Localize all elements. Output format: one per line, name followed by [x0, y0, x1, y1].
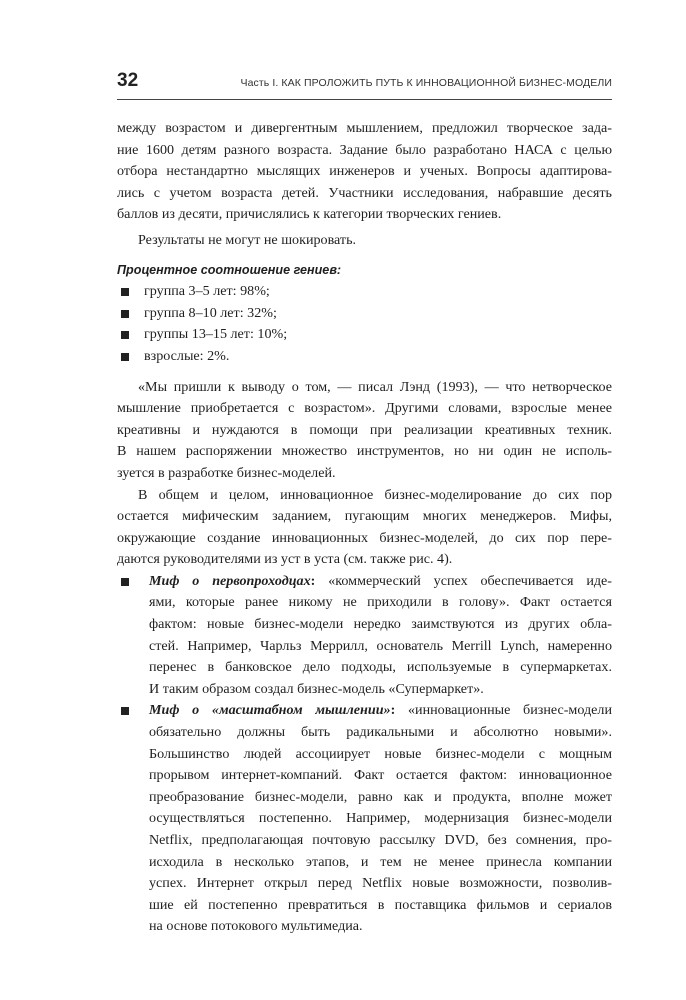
- square-bullet-icon: [121, 353, 129, 361]
- text-line: на основе потокового мультимедиа.: [149, 918, 363, 935]
- text-line: шие ей постепенно превратиться в поставщика фильмов и сериалов: [149, 896, 612, 913]
- myth-big-thinking: [117, 700, 612, 938]
- list-item: [117, 346, 612, 368]
- text-line: «Мы пришли к выводу о том, — писал Лэнд (1993), — что нетворческое: [138, 378, 612, 395]
- list-item: [117, 324, 612, 346]
- paragraph-1: [117, 118, 612, 226]
- text-line: окружающие создание инновационных бизнес-моделей, до сих пор пере-: [117, 529, 612, 546]
- text-line: мышление приобретается с возрастом». Другими словами, взрослые менее: [117, 400, 612, 417]
- text-line: прорывом интернет-компаний. Факт остается фактом: инновационное: [149, 767, 612, 784]
- myth-pioneers: [117, 571, 612, 701]
- square-bullet-icon: [121, 310, 129, 318]
- square-bullet-icon: [121, 288, 129, 296]
- text-line: даются руководителями из уст в уста (см. также рис. 4).: [117, 551, 453, 568]
- square-bullet-icon: [121, 578, 129, 586]
- myth-colon: :: [310, 572, 316, 589]
- list-item: [117, 281, 612, 303]
- stats-list: [117, 281, 612, 367]
- text-line: стей. Например, Чарльз Меррилл, основатель Merrill Lynch, намеренно: [149, 637, 612, 654]
- text-line: креативны и нуждаются в помощи при реализации креативных техник.: [117, 421, 612, 438]
- text-line: преобразование бизнес-модели, равно как и продукта, вполне может: [149, 788, 612, 805]
- running-header: Часть I. КАК ПРОЛОЖИТЬ ПУТЬ К ИННОВАЦИОННОЙ БИЗНЕС-МОДЕЛИ: [240, 77, 612, 89]
- page-body: [117, 118, 612, 938]
- text-line: обязательно должны быть радикальными и абсолютно новыми».: [149, 724, 612, 741]
- text-fragment: «коммерческий успех обеспечивается иде-: [315, 572, 612, 589]
- square-bullet-icon: [121, 331, 129, 339]
- text-line: Большинство людей ассоциирует новые бизнес-модели с мощным: [149, 745, 612, 762]
- myth-colon: :: [390, 702, 396, 719]
- text-line: лись с учетом возраста детей. Участники исследования, набравшие десять: [117, 184, 612, 201]
- text-line: между возрастом и дивергентным мышлением, предложил творческое зада-: [117, 120, 612, 136]
- text-line: ями, которые ранее никому не приходили в голову». Факт остается: [149, 594, 612, 611]
- text-line: перенес в банковское дело подходы, используемые в супермаркетах.: [149, 659, 612, 676]
- paragraph-3: [117, 377, 612, 485]
- page-number: 32: [117, 70, 139, 91]
- text-line: баллов из десяти, причислялись к категории творческих гениев.: [117, 206, 502, 223]
- text-line: исходила в несколько этапов, и тем не менее принесла компании: [149, 853, 612, 870]
- square-bullet-icon: [121, 707, 129, 715]
- list-item: [117, 571, 612, 593]
- text-line: отбора нестандартно мыслящих инженеров и ученых. Вопросы адаптирова-: [117, 163, 612, 180]
- text-line: осуществляться постепенно. Например, модернизация бизнес-модели: [149, 810, 612, 827]
- list-item: [117, 700, 612, 722]
- text-line: ние 1600 детям разного возраста. Задание было разработано НАСА с целью: [117, 141, 612, 158]
- myth-title: Миф о первопроходцах: [149, 572, 311, 589]
- list-item-text: группы 13–15 лет: 10%;: [144, 326, 288, 343]
- text-line: успех. Интернет открыл перед Netflix новые возможности, позволив-: [149, 875, 612, 892]
- list-item-text: взрослые: 2%.: [144, 347, 230, 364]
- header-rule: [117, 99, 612, 100]
- paragraph-2: [117, 230, 612, 252]
- paragraph-4: [117, 485, 612, 571]
- text-line: В нашем распоряжении множество инструментов, но ни один не исполь-: [117, 443, 612, 460]
- list-item-text: группа 3–5 лет: 98%;: [144, 283, 270, 300]
- text-fragment: «инновационные бизнес-модели: [395, 702, 612, 719]
- text-line: В общем и целом, инновационное бизнес-моделирование до сих пор: [138, 486, 612, 503]
- text-line: Netflix, предполагающая почтовую рассылку DVD, без сомнения, про-: [149, 832, 612, 848]
- list-item-text: группа 8–10 лет: 32%;: [144, 304, 277, 321]
- myth-title: Миф о «масштабном мышлении»: [149, 702, 391, 719]
- text-line: И таким образом создал бизнес-модель «Супермаркет».: [149, 680, 484, 697]
- text-line: фактом: новые бизнес-модели нередко заимствуются из других обла-: [149, 616, 612, 633]
- text-line: зуется в разработке бизнес-моделей.: [117, 464, 336, 481]
- subheading: Процентное соотношение гениев:: [117, 262, 342, 277]
- text-line: остается мифическим заданием, пугающим многих менеджеров. Мифы,: [117, 508, 612, 525]
- list-item: [117, 303, 612, 325]
- text-line: Результаты не могут не шокировать.: [138, 231, 357, 248]
